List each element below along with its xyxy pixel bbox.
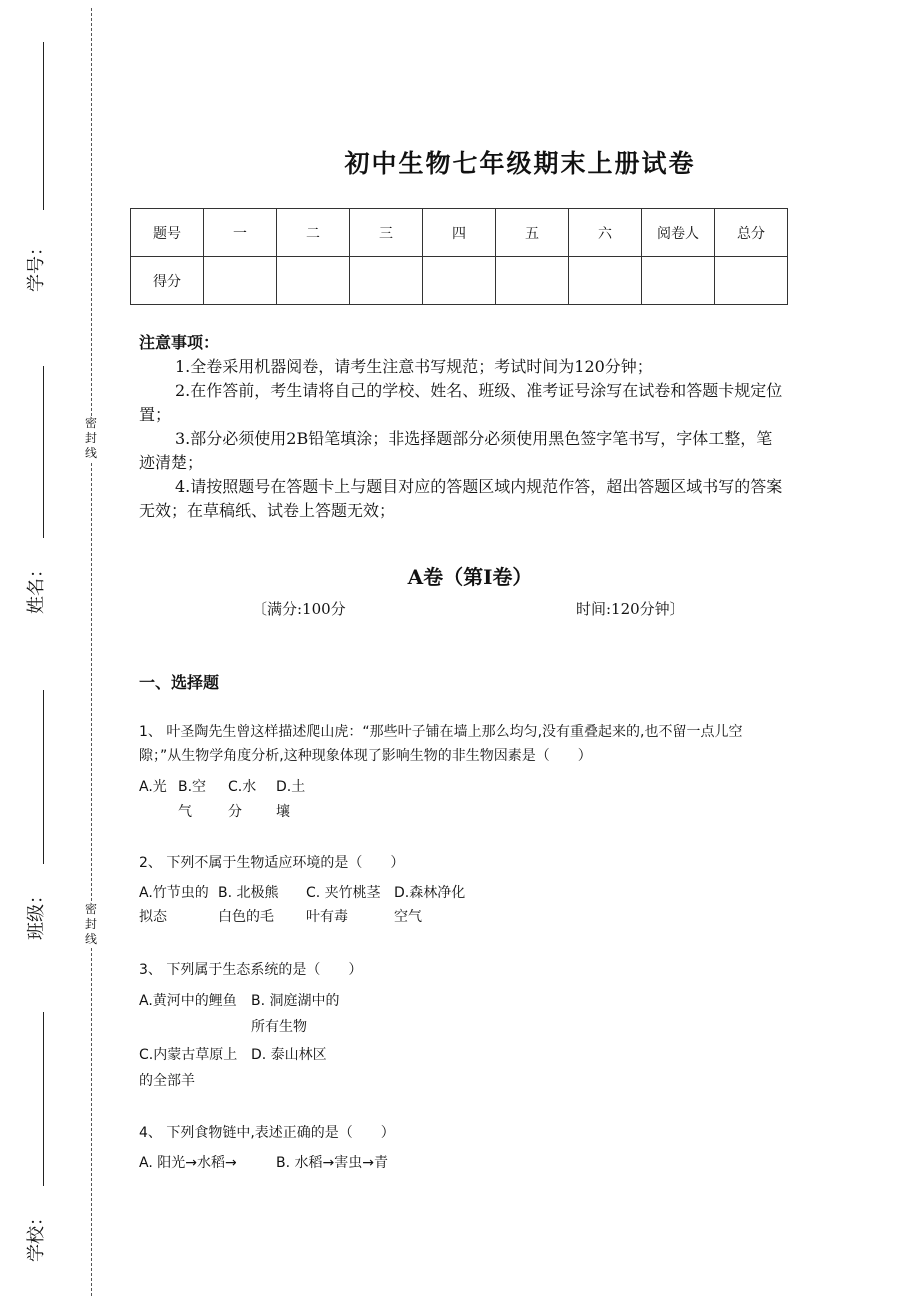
score-cell[interactable] (642, 257, 715, 305)
exam-time: 时间:120分钟〕 (576, 600, 685, 618)
score-cell[interactable] (569, 257, 642, 305)
header-cell: 总分 (715, 209, 788, 257)
option-item[interactable]: B. 水稻→害虫→青 (276, 1155, 388, 1171)
score-cell[interactable] (496, 257, 569, 305)
score-table-header-row (131, 209, 788, 257)
school-label: 学校： (26, 1208, 47, 1262)
exam-title: 初中生物七年级期末上册试卷 (344, 149, 696, 178)
option-item[interactable]: D.土壤 (276, 779, 306, 820)
option-item[interactable]: B.空气 (178, 779, 207, 820)
class-blank[interactable] (43, 690, 44, 864)
notice-item: 3.部分必须使用2B铅笔填涂；非选择题部分必须使用黑色签字笔书写，字体工整，笔迹清楚； (139, 429, 773, 472)
notice-item: 2.在作答前，考生请将自己的学校、姓名、班级、准考证号涂写在试卷和答题卡规定位置； (139, 381, 783, 424)
name-blank[interactable] (43, 366, 44, 538)
header-cell: 五 (496, 209, 569, 257)
option-item[interactable]: B. 洞庭湖中的所有生物 (251, 993, 340, 1035)
option-item[interactable]: C.内蒙古草原上的全部羊 (139, 1047, 238, 1089)
header-cell: 题号 (131, 209, 204, 257)
option-item[interactable]: A.黄河中的鲤鱼 (139, 993, 237, 1009)
score-cell[interactable] (715, 257, 788, 305)
header-cell: 一 (204, 209, 277, 257)
option-item[interactable]: C.水分 (228, 779, 257, 820)
question-stem: 1、 叶圣陶先生曾这样描述爬山虎：“那些叶子铺在墙上那么均匀,没有重叠起来的,也不留一点儿空隙；”从生物学角度分析,这种现象体现了影响生物的非生物因素是（ ） (139, 724, 743, 764)
notice-heading: 注意事项： (139, 333, 220, 352)
student-id-blank[interactable] (43, 42, 44, 210)
header-cell: 六 (569, 209, 642, 257)
option-item[interactable]: A.竹节虫的拟态 (139, 885, 209, 925)
notice-block (139, 331, 784, 523)
paper-title: A卷（第I卷） (407, 565, 533, 589)
option-item[interactable]: A. 阳光→水稻→ (139, 1155, 237, 1171)
score-cell[interactable] (423, 257, 496, 305)
score-row-label: 得分 (131, 257, 204, 305)
seal-line-label-top: 密封线 (84, 416, 97, 460)
header-cell: 二 (277, 209, 350, 257)
score-cell[interactable] (277, 257, 350, 305)
question-stem: 4、 下列食物链中,表述正确的是（ ） (139, 1125, 395, 1141)
full-score: 〔满分:100分 (252, 600, 346, 618)
header-cell: 四 (423, 209, 496, 257)
student-id-label: 学号： (26, 238, 47, 292)
name-label: 姓名： (26, 560, 47, 614)
binding-dashed-line (91, 8, 92, 1296)
seal-line-label-bottom: 密封线 (84, 902, 97, 946)
school-blank[interactable] (43, 1012, 44, 1186)
class-label: 班级： (26, 886, 47, 940)
score-table-score-row (131, 257, 788, 305)
score-cell[interactable] (204, 257, 277, 305)
option-item[interactable]: C. 夹竹桃茎叶有毒 (306, 885, 381, 925)
section-title: 一、选择题 (139, 673, 220, 692)
option-item[interactable]: D. 泰山林区 (251, 1047, 327, 1063)
header-cell: 三 (350, 209, 423, 257)
question-stem: 2、 下列不属于生物适应环境的是（ ） (139, 855, 405, 871)
question-stem: 3、 下列属于生态系统的是（ ） (139, 962, 363, 978)
option-item[interactable]: B. 北极熊白色的毛 (218, 885, 279, 925)
option-item[interactable]: D.森林净化空气 (394, 885, 466, 925)
header-cell: 阅卷人 (642, 209, 715, 257)
option-item[interactable]: A.光 (139, 779, 167, 795)
score-cell[interactable] (350, 257, 423, 305)
score-table (130, 208, 788, 305)
notice-item: 4.请按照题号在答题卡上与题目对应的答题区域内规范作答，超出答题区域书写的答案无效；在草稿纸、试卷上答题无效； (139, 477, 783, 520)
notice-item: 1.全卷采用机器阅卷，请考生注意书写规范；考试时间为120分钟； (175, 357, 653, 376)
